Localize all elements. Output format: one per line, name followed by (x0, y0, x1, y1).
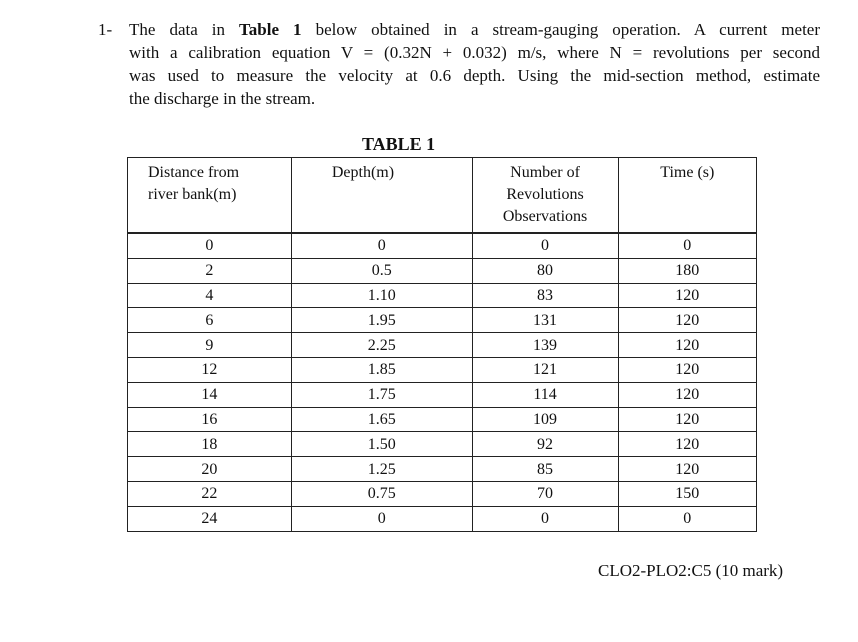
cell-time: 120 (618, 457, 756, 482)
table-row (128, 382, 757, 407)
table-row (128, 457, 757, 482)
cell-time: 120 (618, 283, 756, 308)
cell-distance: 2 (128, 258, 292, 283)
table-row (128, 432, 757, 457)
cell-revolutions: 114 (472, 382, 618, 407)
cell-revolutions: 109 (472, 407, 618, 432)
marks-label: CLO2-PLO2:C5 (10 mark) (598, 561, 784, 580)
cell-time: 0 (618, 233, 756, 258)
question-number: 1- (98, 20, 113, 39)
table-row (128, 233, 757, 258)
cell-depth: 1.25 (291, 457, 472, 482)
cell-depth: 0.75 (291, 481, 472, 506)
cell-time: 180 (618, 258, 756, 283)
cell-distance: 16 (128, 407, 292, 432)
cell-revolutions: 85 (472, 457, 618, 482)
cell-revolutions: 83 (472, 283, 618, 308)
cell-revolutions: 131 (472, 308, 618, 333)
cell-distance: 14 (128, 382, 292, 407)
table-header-row (128, 158, 757, 234)
cell-time: 120 (618, 432, 756, 457)
table-row (128, 481, 757, 506)
cell-depth: 2.25 (291, 333, 472, 358)
cell-time: 0 (618, 506, 756, 531)
cell-depth: 1.50 (291, 432, 472, 457)
question-line-1: The data in Table 1 below obtained in a stream-gauging operation. A current meter (129, 20, 821, 39)
table-row (128, 357, 757, 382)
cell-revolutions: 121 (472, 357, 618, 382)
table-row (128, 283, 757, 308)
cell-distance: 12 (128, 357, 292, 382)
cell-distance: 22 (128, 481, 292, 506)
cell-revolutions: 139 (472, 333, 618, 358)
cell-time: 150 (618, 481, 756, 506)
cell-time: 120 (618, 407, 756, 432)
table-body (128, 233, 757, 531)
cell-revolutions: 0 (472, 233, 618, 258)
cell-depth: 1.10 (291, 283, 472, 308)
cell-distance: 6 (128, 308, 292, 333)
header-revolutions: Number of Revolutions Observations (472, 158, 618, 234)
header-time: Time (s) (618, 158, 756, 234)
header-distance: Distance from river bank(m) (128, 158, 292, 234)
cell-depth: 0 (291, 506, 472, 531)
cell-depth: 1.95 (291, 308, 472, 333)
table-row (128, 506, 757, 531)
question-block (98, 18, 820, 110)
cell-depth: 1.65 (291, 407, 472, 432)
cell-revolutions: 70 (472, 481, 618, 506)
cell-depth: 1.75 (291, 382, 472, 407)
cell-depth: 0.5 (291, 258, 472, 283)
cell-distance: 24 (128, 506, 292, 531)
cell-distance: 9 (128, 333, 292, 358)
cell-time: 120 (618, 308, 756, 333)
data-table (127, 157, 757, 532)
table-reference: Table 1 (239, 20, 302, 39)
table-row (128, 258, 757, 283)
cell-time: 120 (618, 357, 756, 382)
cell-depth: 1.85 (291, 357, 472, 382)
table-title: TABLE 1 (362, 134, 436, 154)
question-line-4: the discharge in the stream. (129, 89, 316, 108)
question-line-3: was used to measure the velocity at 0.6 depth. Using the mid-section method, estimate (129, 66, 820, 85)
table-row (128, 308, 757, 333)
cell-revolutions: 80 (472, 258, 618, 283)
cell-distance: 18 (128, 432, 292, 457)
cell-distance: 0 (128, 233, 292, 258)
question-text (129, 18, 820, 110)
cell-depth: 0 (291, 233, 472, 258)
table-row (128, 407, 757, 432)
cell-distance: 20 (128, 457, 292, 482)
cell-time: 120 (618, 382, 756, 407)
question-line-2: with a calibration equation V = (0.32N + 0.032) m/s, where N = revolutions per second (129, 43, 820, 62)
cell-distance: 4 (128, 283, 292, 308)
table-row (128, 333, 757, 358)
cell-revolutions: 92 (472, 432, 618, 457)
cell-revolutions: 0 (472, 506, 618, 531)
header-depth: Depth(m) (291, 158, 472, 234)
cell-time: 120 (618, 333, 756, 358)
